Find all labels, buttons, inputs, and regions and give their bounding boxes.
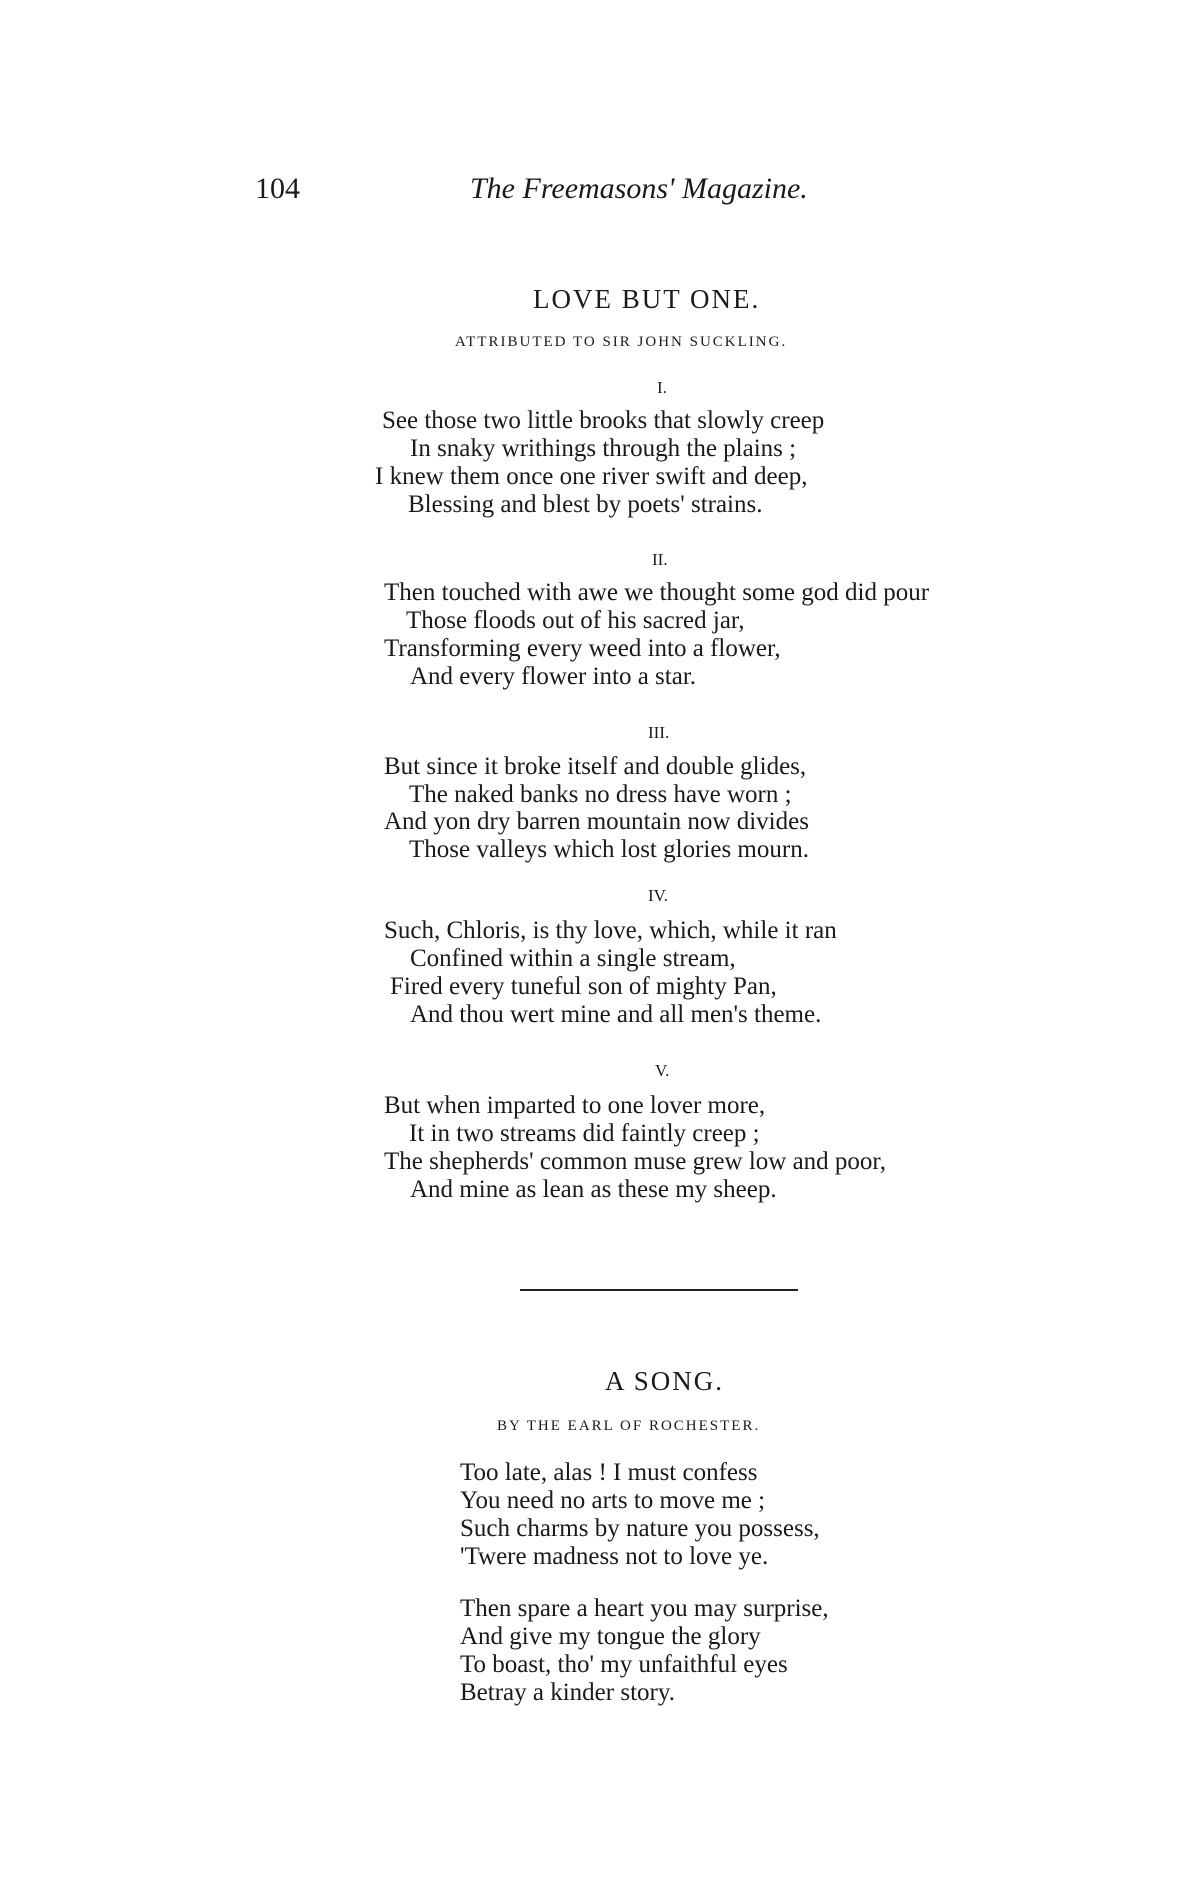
stanza-numeral: IV. bbox=[648, 886, 668, 905]
poem-title: A SONG. bbox=[605, 1366, 725, 1396]
poem-line: Fired every tuneful son of mighty Pan, bbox=[390, 973, 777, 1000]
poem-line: Blessing and blest by poets' strains. bbox=[408, 491, 763, 518]
stanza-numeral: II. bbox=[652, 550, 668, 569]
poem-line: See those two little brooks that slowly creep bbox=[382, 407, 825, 434]
poem-line: It in two streams did faintly creep ; bbox=[409, 1120, 760, 1147]
poem-line: Betray a kinder story. bbox=[460, 1679, 675, 1706]
page-number: 104 bbox=[255, 172, 300, 205]
poem-line: And every flower into a star. bbox=[410, 663, 697, 690]
section-divider bbox=[520, 1289, 798, 1291]
poem-line: The naked banks no dress have worn ; bbox=[409, 781, 792, 808]
poem-line: But since it broke itself and double glides, bbox=[384, 753, 807, 780]
poem-line: You need no arts to move me ; bbox=[460, 1487, 766, 1514]
poem-line: The shepherds' common muse grew low and poor, bbox=[384, 1148, 887, 1175]
poem-line: 'Twere madness not to love ye. bbox=[460, 1543, 769, 1570]
poem-line: Such, Chloris, is thy love, which, while it ran bbox=[384, 917, 837, 944]
poem-line: Too late, alas ! I must confess bbox=[460, 1459, 758, 1486]
poem-line: And mine as lean as these my sheep. bbox=[410, 1176, 777, 1203]
poem-line: Confined within a single stream, bbox=[410, 945, 736, 972]
poem-line: And thou wert mine and all men's theme. bbox=[410, 1001, 822, 1028]
stanza-numeral: I. bbox=[657, 378, 667, 397]
poem-byline: BY THE EARL OF ROCHESTER. bbox=[497, 1418, 761, 1434]
poem-line: I knew them once one river swift and deep, bbox=[375, 463, 808, 490]
poem-line: Then touched with awe we thought some god did pour bbox=[384, 579, 930, 606]
poem-line: And yon dry barren mountain now divides bbox=[384, 808, 809, 835]
poem-line: In snaky writhings through the plains ; bbox=[410, 435, 797, 462]
poem-line: To boast, tho' my unfaithful eyes bbox=[460, 1651, 788, 1678]
poem-line: Then spare a heart you may surprise, bbox=[460, 1595, 829, 1622]
running-head: The Freemasons' Magazine. bbox=[470, 172, 808, 205]
poem-line: Those valleys which lost glories mourn. bbox=[409, 836, 809, 863]
poem-line: Such charms by nature you possess, bbox=[460, 1515, 820, 1542]
poem-title: LOVE BUT ONE. bbox=[533, 284, 761, 314]
poem-line: Transforming every weed into a flower, bbox=[384, 635, 781, 662]
poem-line: But when imparted to one lover more, bbox=[384, 1092, 766, 1119]
stanza-numeral: III. bbox=[648, 723, 670, 742]
poem-line: Those floods out of his sacred jar, bbox=[406, 607, 745, 634]
poem-byline: ATTRIBUTED TO SIR JOHN SUCKLING. bbox=[455, 334, 788, 350]
stanza-numeral: V. bbox=[655, 1061, 670, 1080]
poem-line: And give my tongue the glory bbox=[460, 1623, 761, 1650]
